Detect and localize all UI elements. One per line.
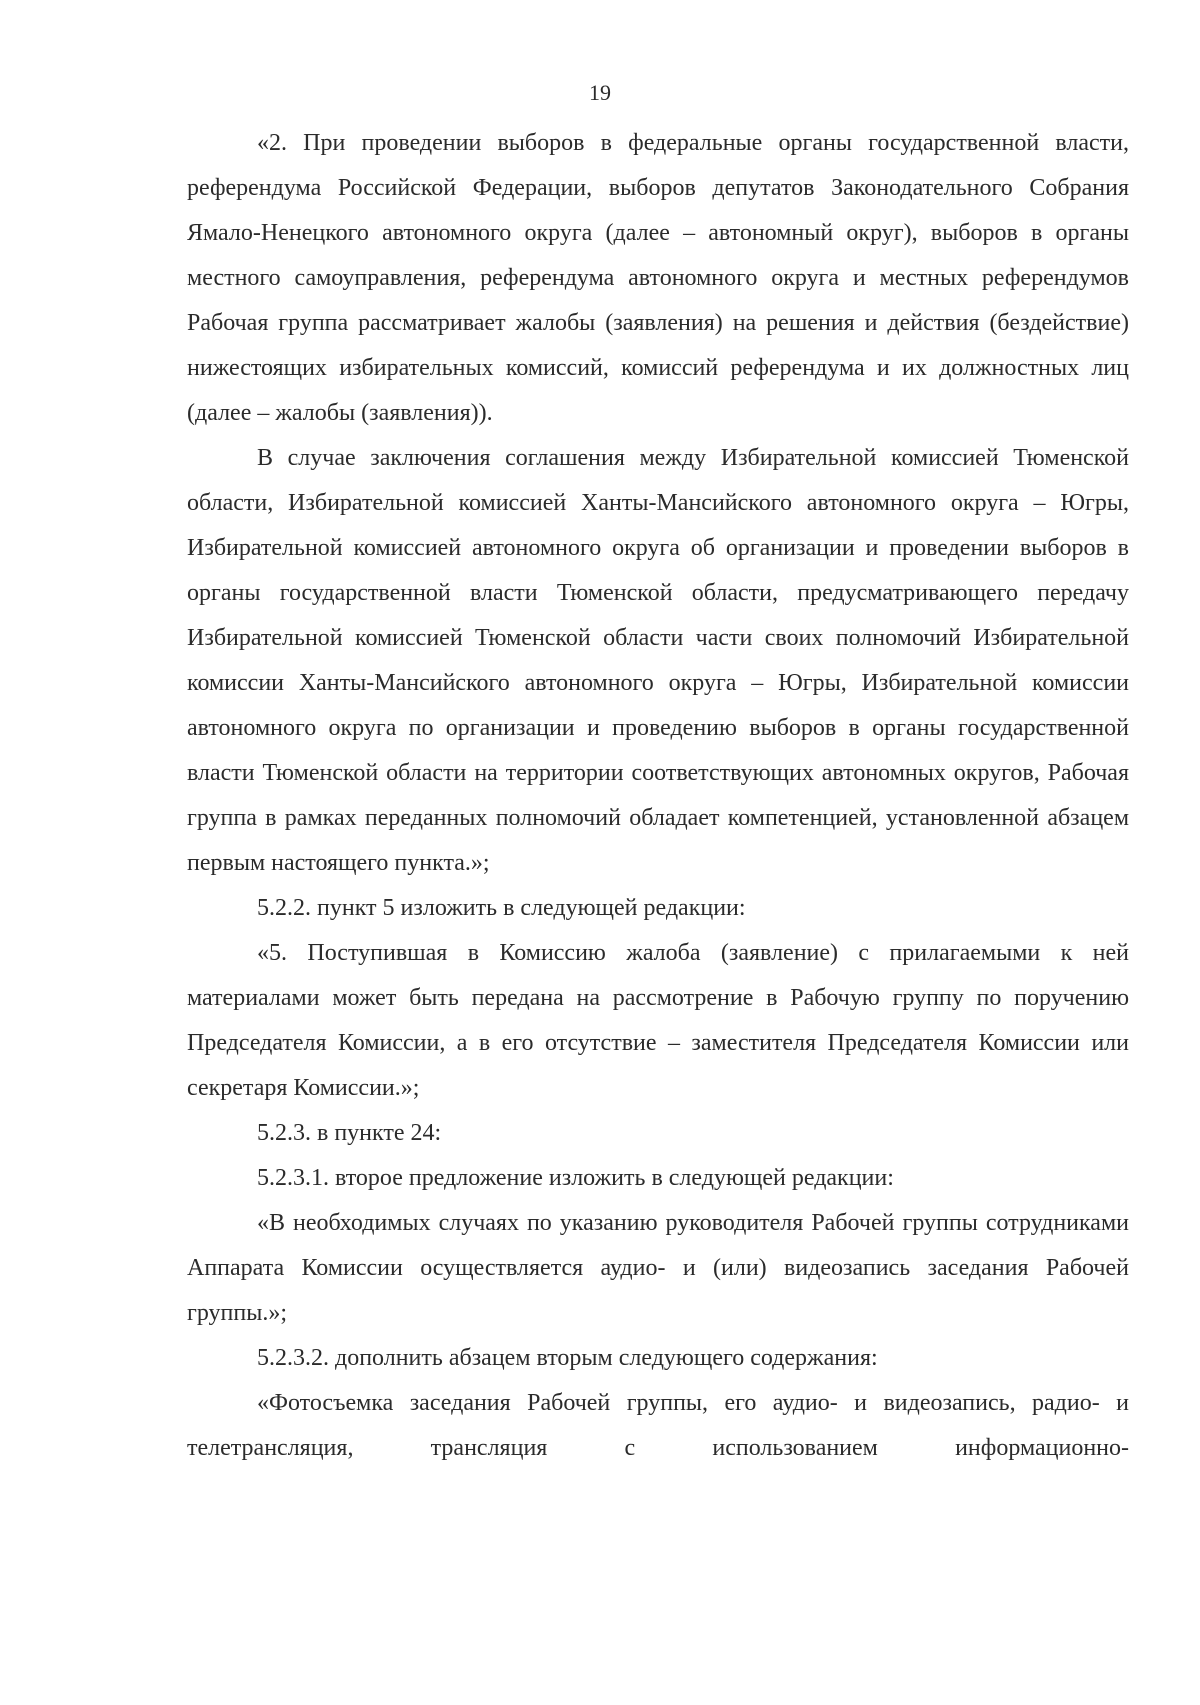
paragraph-agreement-tyumen: В случае заключения соглашения между Избирательной комиссией Тюменской области, Избирательной комиссией Ханты-Мансийского автономного округа – Югры, Избирательной комиссией автономного округа об организации и проведении выборов в органы государственной власти Тюменской области, предусматривающего передачу Избирательной комиссией Тюменской области части своих полномочий Избирательной комиссии Ханты-Мансийского автономного округа – Югры, Избирательной комиссии автономного округа по организации и проведению выборов в органы государственной власти Тюменской области на территории соответствующих автономных округов, Рабочая группа в рамках переданных полномочий обладает компетенцией, установленной абзацем первым настоящего пункта.»; [187, 445, 1129, 876]
paragraph-photo-shooting: «Фотосъемка заседания Рабочей группы, его аудио- и видеозапись, радио- и телетрансляция, трансляция с использованием информационно- [187, 1390, 1129, 1461]
paragraph-working-group-complaints: «2. При проведении выборов в федеральные органы государственной власти, референдума Российской Федерации, выборов депутатов Законодательного Собрания Ямало-Ненецкого автономного округа (далее – автономный округ), выборов в органы местного самоуправления, референдума автономного округа и местных референдумов Рабочая группа рассматривает жалобы (заявления) на решения и действия (бездействие) нижестоящих избирательных комиссий, комиссий референдума и их должностных лиц (далее – жалобы (заявления)). [187, 130, 1129, 426]
paragraph-5-2-3: 5.2.3. в пункте 24: [257, 1120, 442, 1146]
paragraph-5-2-3-1: 5.2.3.1. второе предложение изложить в следующей редакции: [257, 1165, 894, 1191]
paragraph-5-2-3-2: 5.2.3.2. дополнить абзацем вторым следующего содержания: [257, 1345, 878, 1371]
document-body [187, 121, 1129, 1471]
paragraph-item-5-text: «5. Поступившая в Комиссию жалоба (заявление) с прилагаемыми к ней материалами может быть передана на рассмотрение в Рабочую группу по поручению Председателя Комиссии, а в его отсутствие – заместителя Председателя Комиссии или секретаря Комиссии.»; [187, 940, 1129, 1101]
paragraph-5-2-2: 5.2.2. пункт 5 изложить в следующей редакции: [257, 895, 746, 921]
paragraph-audio-video-recording: «В необходимых случаях по указанию руководителя Рабочей группы сотрудниками Аппарата Комиссии осуществляется аудио- и (или) видеозапись заседания Рабочей группы.»; [187, 1210, 1129, 1326]
page-number: 19 [589, 80, 611, 105]
